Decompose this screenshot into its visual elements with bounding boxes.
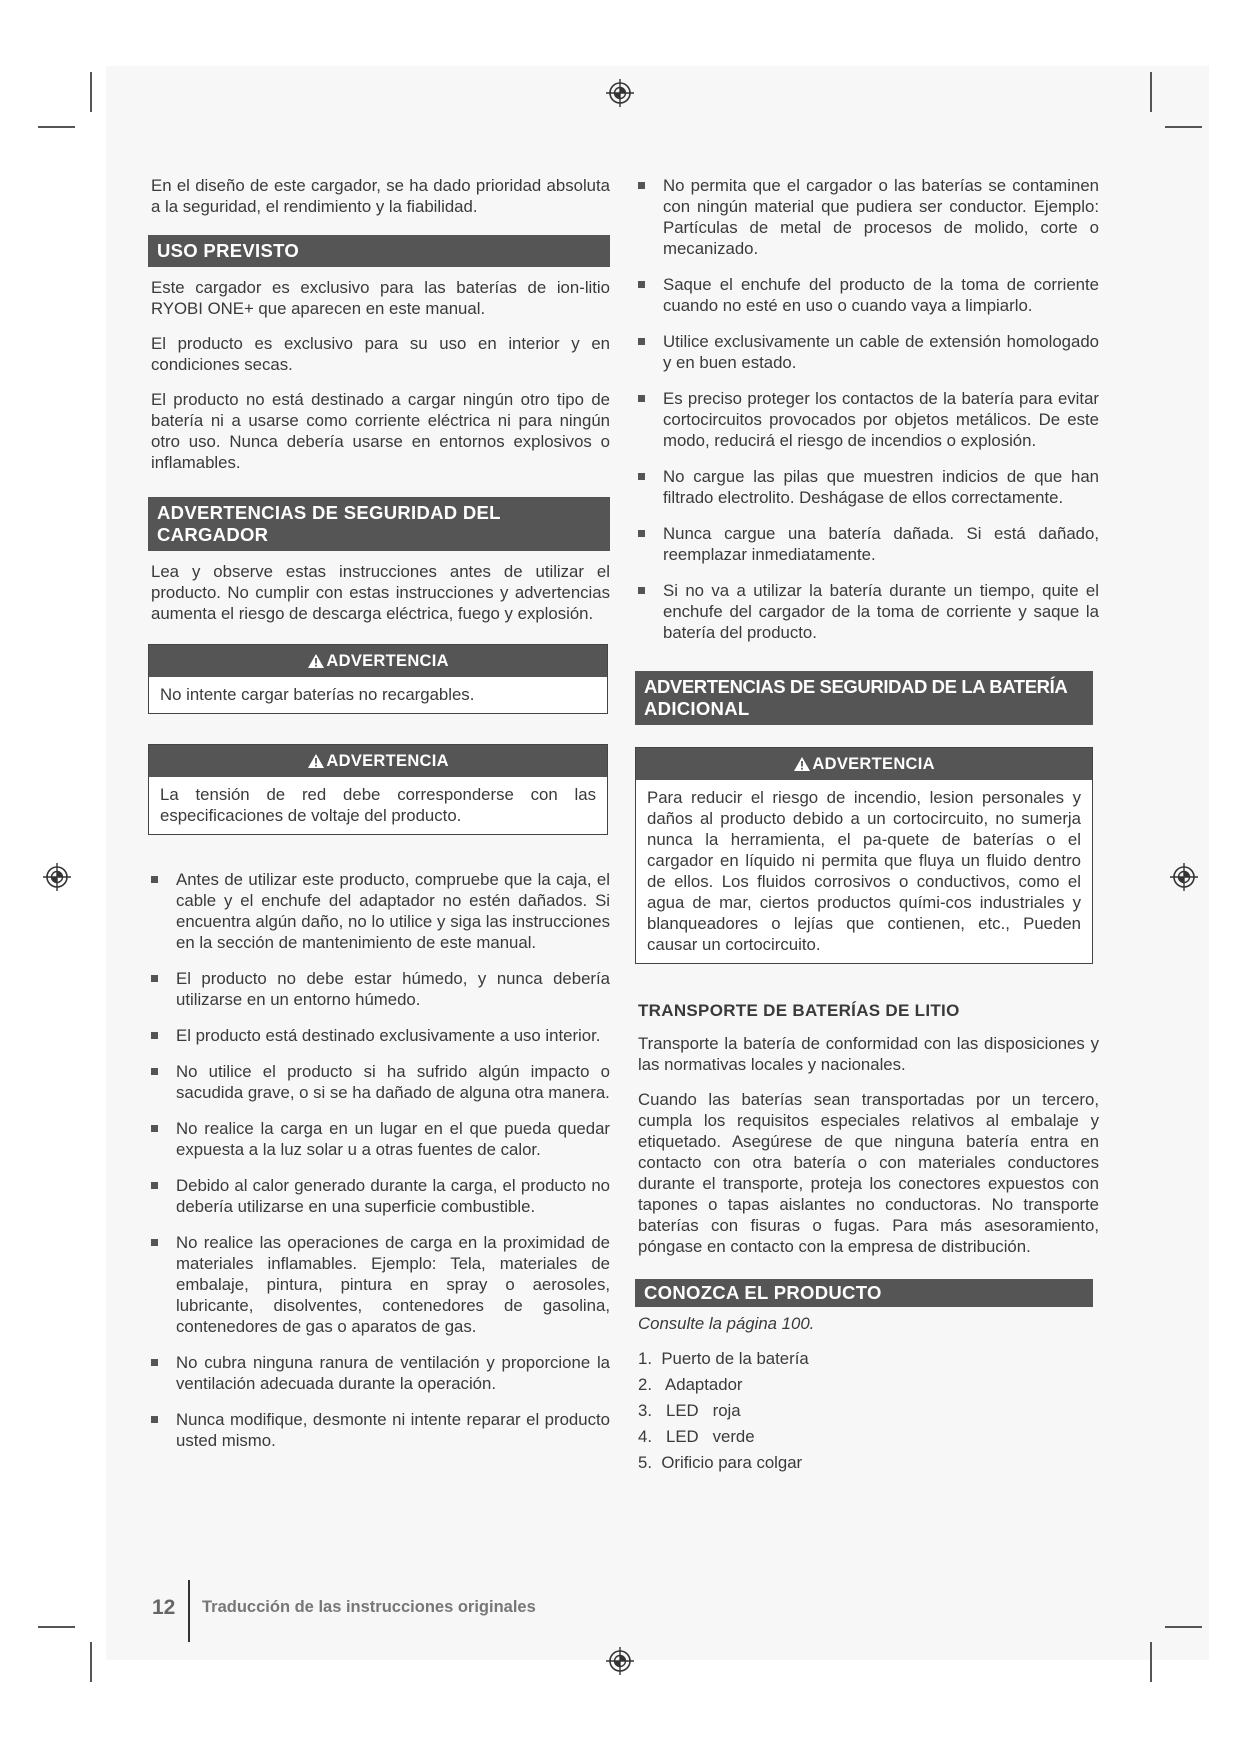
section-heading-text: ADICIONAL xyxy=(644,698,750,719)
advertencias-paragraph: Lea y observe estas instrucciones antes de utilizar el producto. No cumplir con estas instrucciones y advertencias aumenta el riesgo de descarga eléctrica, fuego y explosión. xyxy=(151,562,610,623)
list-item xyxy=(638,274,1099,316)
list-item-text: Nunca modifique, desmonte ni intente reparar el producto usted mismo. xyxy=(176,1410,610,1450)
charger-safety-list-continued xyxy=(638,175,1099,643)
bullet-square-icon xyxy=(151,1239,158,1246)
list-item-text: No utilice el producto si ha sufrido algún impacto o sacudida grave, o si se ha dañado de alguna otra manera. xyxy=(176,1062,610,1102)
list-item: 3. LED roja xyxy=(638,1401,741,1420)
list-item-text: No cargue las pilas que muestren indicios de que han filtrado electrolito. Deshágase de ellos correctamente. xyxy=(663,467,1099,507)
warning-header xyxy=(149,645,607,677)
bullet-square-icon xyxy=(151,1125,158,1132)
uso-paragraph-2: El producto es exclusivo para su uso en interior y en condiciones secas. xyxy=(151,334,610,374)
list-item: 5. Orificio para colgar xyxy=(638,1453,803,1472)
crop-mark xyxy=(1150,1642,1152,1682)
bullet-square-icon xyxy=(151,876,158,883)
section-heading-text: USO PREVISTO xyxy=(157,240,300,261)
bullet-square-icon xyxy=(151,1359,158,1366)
page-number: 12 xyxy=(152,1596,176,1619)
transporte-heading: TRANSPORTE DE BATERÍAS DE LITIO xyxy=(638,1001,960,1020)
warning-triangle-icon xyxy=(793,756,811,772)
warning-title: ADVERTENCIA xyxy=(326,652,449,670)
list-item xyxy=(151,1175,610,1217)
list-item-text: No cubra ninguna ranura de ventilación y proporcione la ventilación adecuada durante la operación. xyxy=(176,1353,610,1393)
bullet-square-icon xyxy=(638,587,645,594)
uso-paragraph-3: El producto no está destinado a cargar ningún otro tipo de batería ni a usarse como corriente eléctrica ni para ningún otro uso. Nunca debería usarse en entornos explosivos o inflamables. xyxy=(151,390,610,472)
list-item xyxy=(151,1232,610,1337)
list-item-text: No permita que el cargador o las baterías se contaminen con ningún material que pudiera ser conductor. Ejemplo: Partículas de metal de procesos de molido, corte o mecanizado. xyxy=(663,176,1099,258)
list-item: 1. Puerto de la batería xyxy=(638,1349,809,1368)
advertencias-cargador-heading xyxy=(148,497,610,551)
list-item-text: No realice las operaciones de carga en la proximidad de materiales inflamables. Ejemplo: Tela, materiales de embalaje, pintura, pintura en spray o aerosoles, lubricante, disolventes, contenedores de gasolina, contenedores de gas o aparatos de gas. xyxy=(176,1233,610,1336)
uso-previsto-heading xyxy=(148,235,610,267)
crop-mark xyxy=(1150,72,1152,112)
warning-text: Para reducir el riesgo de incendio, lesion personales y daños al producto debido a un cortocircuito, no sumerja nunca la herramienta, el pa-quete de baterías o el cargador en líquido ni permita que fluya un fluido dentro de ellos. Los fluidos corrosivos o conductivos, como el agua de mar, ciertos productos quími-cos industriales y blanqueadores o lejías que contienen, etc., Pueden causar un cortocircuito. xyxy=(647,788,1081,954)
list-item xyxy=(638,388,1099,451)
warning-text: La tensión de red debe corresponderse con las especificaciones de voltaje del producto. xyxy=(160,785,596,825)
warning-box xyxy=(635,747,1093,964)
list-item xyxy=(151,1061,610,1103)
list-item: 2. Adaptador xyxy=(638,1375,743,1394)
crop-mark xyxy=(1165,1626,1202,1628)
registration-mark-icon xyxy=(605,78,635,108)
crop-mark xyxy=(38,126,75,128)
section-heading-text: CARGADOR xyxy=(157,524,269,545)
registration-mark-icon xyxy=(605,1646,635,1676)
list-item-text: Si no va a utilizar la batería durante un tiempo, quite el enchufe del cargador de la toma de corriente y saque la batería del producto. xyxy=(663,581,1099,642)
list-item xyxy=(151,1352,610,1394)
bullet-square-icon xyxy=(638,395,645,402)
list-item-text: Es preciso proteger los contactos de la batería para evitar cortocircuitos provocados por objetos metálicos. De este modo, reducirá el riesgo de incendios o explosión. xyxy=(663,389,1099,450)
bullet-square-icon xyxy=(638,281,645,288)
bullet-square-icon xyxy=(638,182,645,189)
warning-box xyxy=(148,744,608,835)
right-column xyxy=(638,175,1099,1478)
list-item xyxy=(151,869,610,953)
charger-safety-list xyxy=(151,869,610,1451)
parts-list xyxy=(638,1348,1099,1473)
bullet-square-icon xyxy=(638,338,645,345)
warning-box xyxy=(148,644,608,714)
section-heading-text: ADVERTENCIAS DE SEGURIDAD DEL xyxy=(157,502,501,523)
warning-title: ADVERTENCIA xyxy=(326,752,449,770)
transporte-paragraph-1: Transporte la batería de conformidad con las disposiciones y las normativas locales y nacionales. xyxy=(638,1034,1099,1074)
registration-mark-icon xyxy=(1169,862,1199,892)
bullet-square-icon xyxy=(151,1182,158,1189)
bullet-square-icon xyxy=(638,530,645,537)
list-item-text: Saque el enchufe del producto de la toma de corriente cuando no esté en uso o cuando vaya a limpiarlo. xyxy=(663,275,1099,315)
bullet-square-icon xyxy=(151,975,158,982)
crop-mark xyxy=(90,1642,92,1682)
list-item-text: El producto está destinado exclusivamente a uso interior. xyxy=(176,1026,601,1045)
bullet-square-icon xyxy=(151,1068,158,1075)
intro-paragraph: En el diseño de este cargador, se ha dado prioridad absoluta a la seguridad, el rendimiento y la fiabilidad. xyxy=(151,176,610,216)
transporte-paragraph-2: Cuando las baterías sean transportadas por un tercero, cumpla los requisitos especiales relativos al embalaje y etiquetado. Asegúrese de que ninguna batería entra en contacto con otra batería o con materiales conductores durante el transporte, proteja los conectores expuestos con tapones o tapas aislantes no conductoras. No transporte baterías con fisuras o fugas. Para más asesoramiento, póngase en contacto con la empresa de distribución. xyxy=(638,1090,1099,1256)
warning-title: ADVERTENCIA xyxy=(812,755,935,773)
conozca-heading xyxy=(635,1279,1093,1307)
list-item xyxy=(151,1025,610,1046)
list-item xyxy=(638,331,1099,373)
list-item: 4. LED verde xyxy=(638,1427,755,1446)
warning-triangle-icon xyxy=(307,653,325,669)
bullet-square-icon xyxy=(638,473,645,480)
list-item-text: Utilice exclusivamente un cable de extensión homologado y en buen estado. xyxy=(663,332,1099,372)
section-heading-text: ADVERTENCIAS DE SEGURIDAD DE LA BATERÍA xyxy=(644,676,1068,697)
footer-text: Traducción de las instrucciones originales xyxy=(202,1598,536,1616)
footer-divider xyxy=(188,1580,190,1642)
list-item xyxy=(638,175,1099,259)
list-item-text: El producto no debe estar húmedo, y nunca debería utilizarse en un entorno húmedo. xyxy=(176,969,610,1009)
bullet-square-icon xyxy=(151,1032,158,1039)
list-item xyxy=(151,968,610,1010)
page-reference: Consulte la página 100. xyxy=(638,1314,815,1333)
list-item xyxy=(638,523,1099,565)
list-item-text: Nunca cargue una batería dañada. Si está dañado, reemplazar inmediatamente. xyxy=(663,524,1099,564)
list-item xyxy=(151,1118,610,1160)
list-item-text: No realice la carga en un lugar en el que pueda quedar expuesta a la luz solar u a otras fuentes de calor. xyxy=(176,1119,610,1159)
crop-mark xyxy=(90,72,92,112)
crop-mark xyxy=(1165,126,1202,128)
uso-paragraph-1: Este cargador es exclusivo para las baterías de ion-litio RYOBI ONE+ que aparecen en este manual. xyxy=(151,278,610,318)
crop-mark xyxy=(38,1626,75,1628)
advertencias-bateria-heading xyxy=(635,671,1093,725)
list-item-text: Antes de utilizar este producto, compruebe que la caja, el cable y el enchufe del adaptador no estén dañados. Si encuentra algún daño, no lo utilice y siga las instrucciones en la sección de mantenimiento de este manual. xyxy=(176,870,610,952)
warning-triangle-icon xyxy=(307,753,325,769)
warning-header xyxy=(149,745,607,777)
warning-text: No intente cargar baterías no recargables. xyxy=(160,685,475,704)
list-item xyxy=(638,580,1099,643)
section-heading-text: CONOZCA EL PRODUCTO xyxy=(644,1282,882,1303)
warning-header xyxy=(636,748,1092,780)
list-item xyxy=(151,1409,610,1451)
registration-mark-icon xyxy=(42,862,72,892)
left-column xyxy=(151,175,610,1466)
list-item xyxy=(638,466,1099,508)
bullet-square-icon xyxy=(151,1416,158,1423)
list-item-text: Debido al calor generado durante la carga, el producto no debería utilizarse en una superficie combustible. xyxy=(176,1176,610,1216)
